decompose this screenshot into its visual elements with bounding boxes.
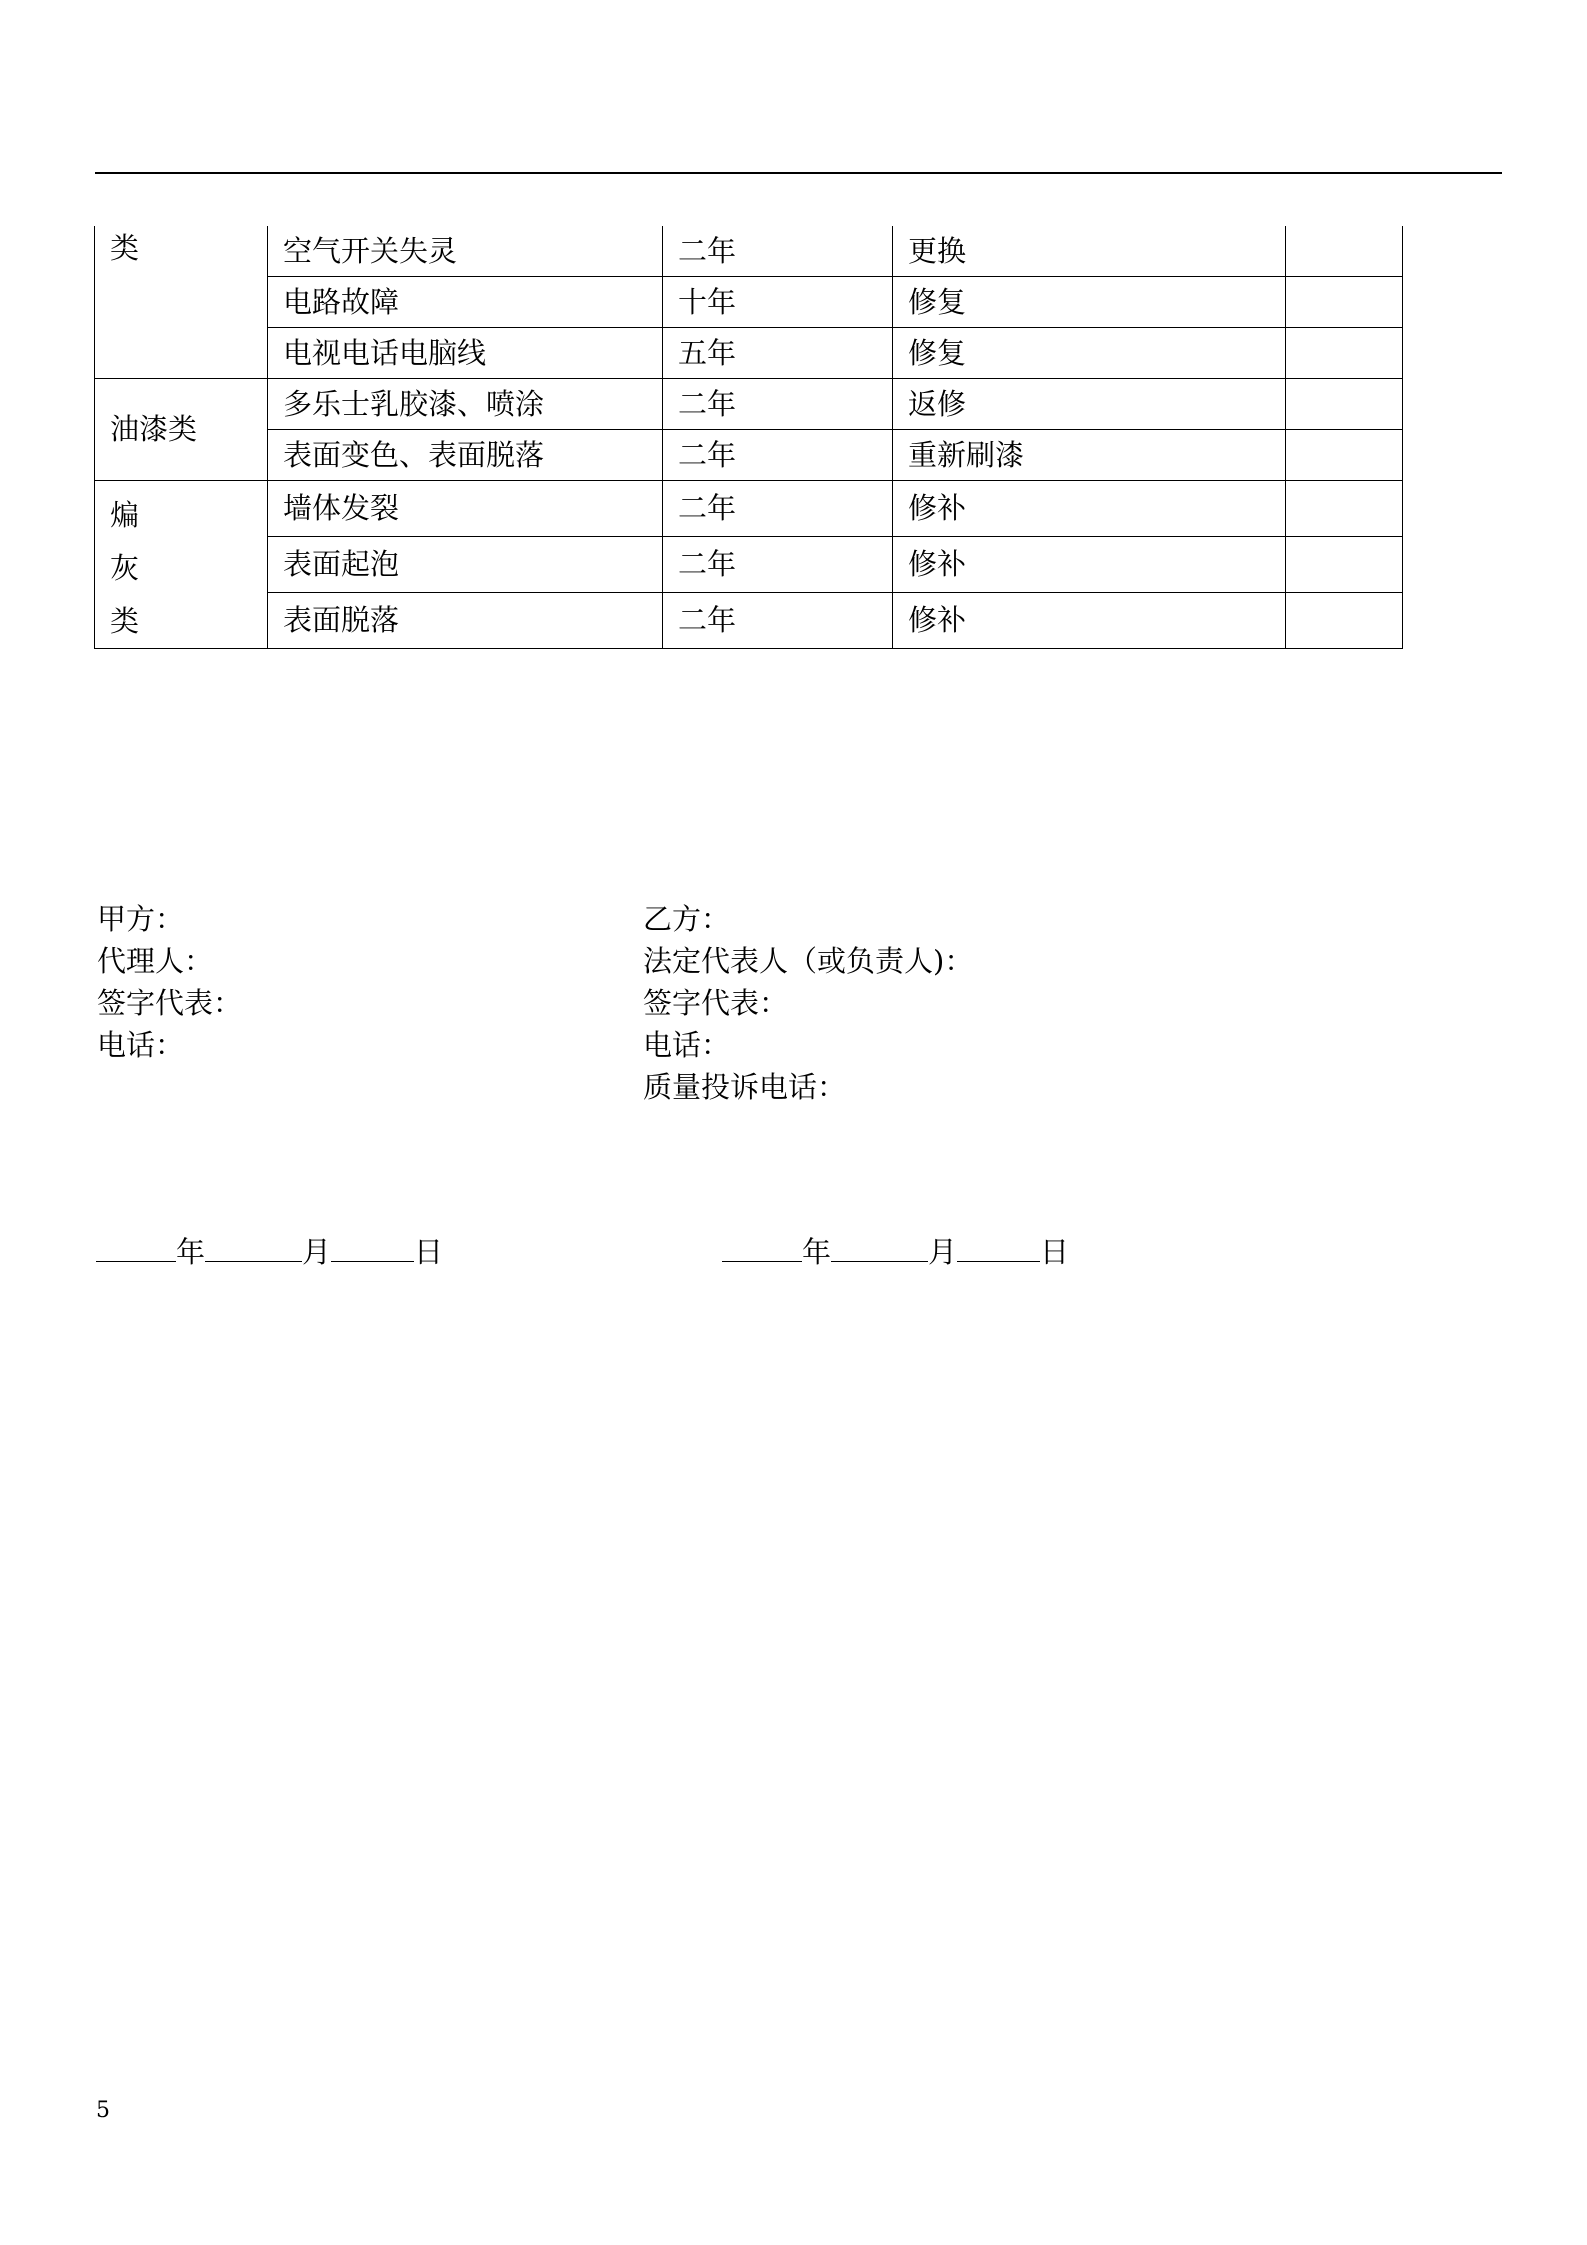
day-label: 日 bbox=[414, 1235, 444, 1269]
method-cell: 更换 bbox=[893, 226, 1286, 277]
party-b-date-line bbox=[722, 1230, 1069, 1271]
method-cell: 修补 bbox=[893, 481, 1286, 537]
note-cell bbox=[1286, 277, 1403, 328]
category-char: 类 bbox=[110, 604, 140, 638]
month-label: 月 bbox=[302, 1235, 332, 1269]
table-row bbox=[95, 593, 1403, 649]
day-label: 日 bbox=[1040, 1235, 1070, 1269]
table-row bbox=[95, 481, 1403, 537]
method-cell: 重新刷漆 bbox=[893, 430, 1286, 481]
period-cell: 二年 bbox=[663, 379, 893, 430]
category-cell: 类 bbox=[95, 226, 268, 379]
method-cell: 修补 bbox=[893, 593, 1286, 649]
warranty-table bbox=[94, 226, 1403, 649]
period-cell: 二年 bbox=[663, 226, 893, 277]
day-blank bbox=[957, 1239, 1040, 1262]
party-b-signatory-label: 签字代表： bbox=[643, 986, 789, 1020]
period-cell: 五年 bbox=[663, 328, 893, 379]
item-cell: 表面起泡 bbox=[268, 537, 663, 593]
party-a-signature-block bbox=[97, 898, 242, 1066]
item-cell: 表面脱落 bbox=[268, 593, 663, 649]
method-cell: 修复 bbox=[893, 277, 1286, 328]
note-cell bbox=[1286, 593, 1403, 649]
period-cell: 二年 bbox=[663, 430, 893, 481]
item-cell: 墙体发裂 bbox=[268, 481, 663, 537]
party-a-agent-label: 代理人： bbox=[97, 944, 214, 978]
table-row bbox=[95, 430, 1403, 481]
table-row bbox=[95, 277, 1403, 328]
note-cell bbox=[1286, 537, 1403, 593]
method-cell: 修补 bbox=[893, 537, 1286, 593]
period-cell: 二年 bbox=[663, 481, 893, 537]
year-label: 年 bbox=[176, 1235, 206, 1269]
month-blank bbox=[831, 1239, 928, 1262]
table-row bbox=[95, 379, 1403, 430]
party-b-label: 乙方： bbox=[643, 902, 731, 936]
category-char: 煸 bbox=[110, 498, 140, 532]
period-cell: 二年 bbox=[663, 593, 893, 649]
method-cell: 返修 bbox=[893, 379, 1286, 430]
item-cell: 电视电话电脑线 bbox=[268, 328, 663, 379]
note-cell bbox=[1286, 226, 1403, 277]
header-rule bbox=[95, 172, 1502, 174]
party-a-label: 甲方： bbox=[97, 902, 185, 936]
note-cell bbox=[1286, 430, 1403, 481]
note-cell bbox=[1286, 481, 1403, 537]
party-b-complaint-phone-label: 质量投诉电话： bbox=[643, 1070, 847, 1104]
year-label: 年 bbox=[802, 1235, 832, 1269]
month-blank bbox=[205, 1239, 302, 1262]
table-row bbox=[95, 328, 1403, 379]
category-cell bbox=[95, 481, 268, 649]
party-b-phone-label: 电话： bbox=[643, 1028, 731, 1062]
year-blank bbox=[96, 1239, 176, 1262]
party-b-signature-block bbox=[643, 898, 973, 1108]
item-cell: 空气开关失灵 bbox=[268, 226, 663, 277]
party-a-signatory-label: 签字代表： bbox=[97, 986, 243, 1020]
party-a-date-line bbox=[96, 1230, 443, 1271]
year-blank bbox=[722, 1239, 802, 1262]
page-number: 5 bbox=[96, 2098, 110, 2123]
month-label: 月 bbox=[928, 1235, 958, 1269]
item-cell: 多乐士乳胶漆、喷涂 bbox=[268, 379, 663, 430]
method-cell: 修复 bbox=[893, 328, 1286, 379]
category-cell: 油漆类 bbox=[95, 379, 268, 481]
item-cell: 电路故障 bbox=[268, 277, 663, 328]
note-cell bbox=[1286, 379, 1403, 430]
category-char: 灰 bbox=[110, 551, 140, 585]
period-cell: 二年 bbox=[663, 537, 893, 593]
party-a-phone-label: 电话： bbox=[97, 1028, 185, 1062]
day-blank bbox=[331, 1239, 414, 1262]
table-row bbox=[95, 226, 1403, 277]
item-cell: 表面变色、表面脱落 bbox=[268, 430, 663, 481]
note-cell bbox=[1286, 328, 1403, 379]
period-cell: 十年 bbox=[663, 277, 893, 328]
party-b-legal-rep-label: 法定代表人（或负责人)： bbox=[643, 944, 974, 978]
table-row bbox=[95, 537, 1403, 593]
